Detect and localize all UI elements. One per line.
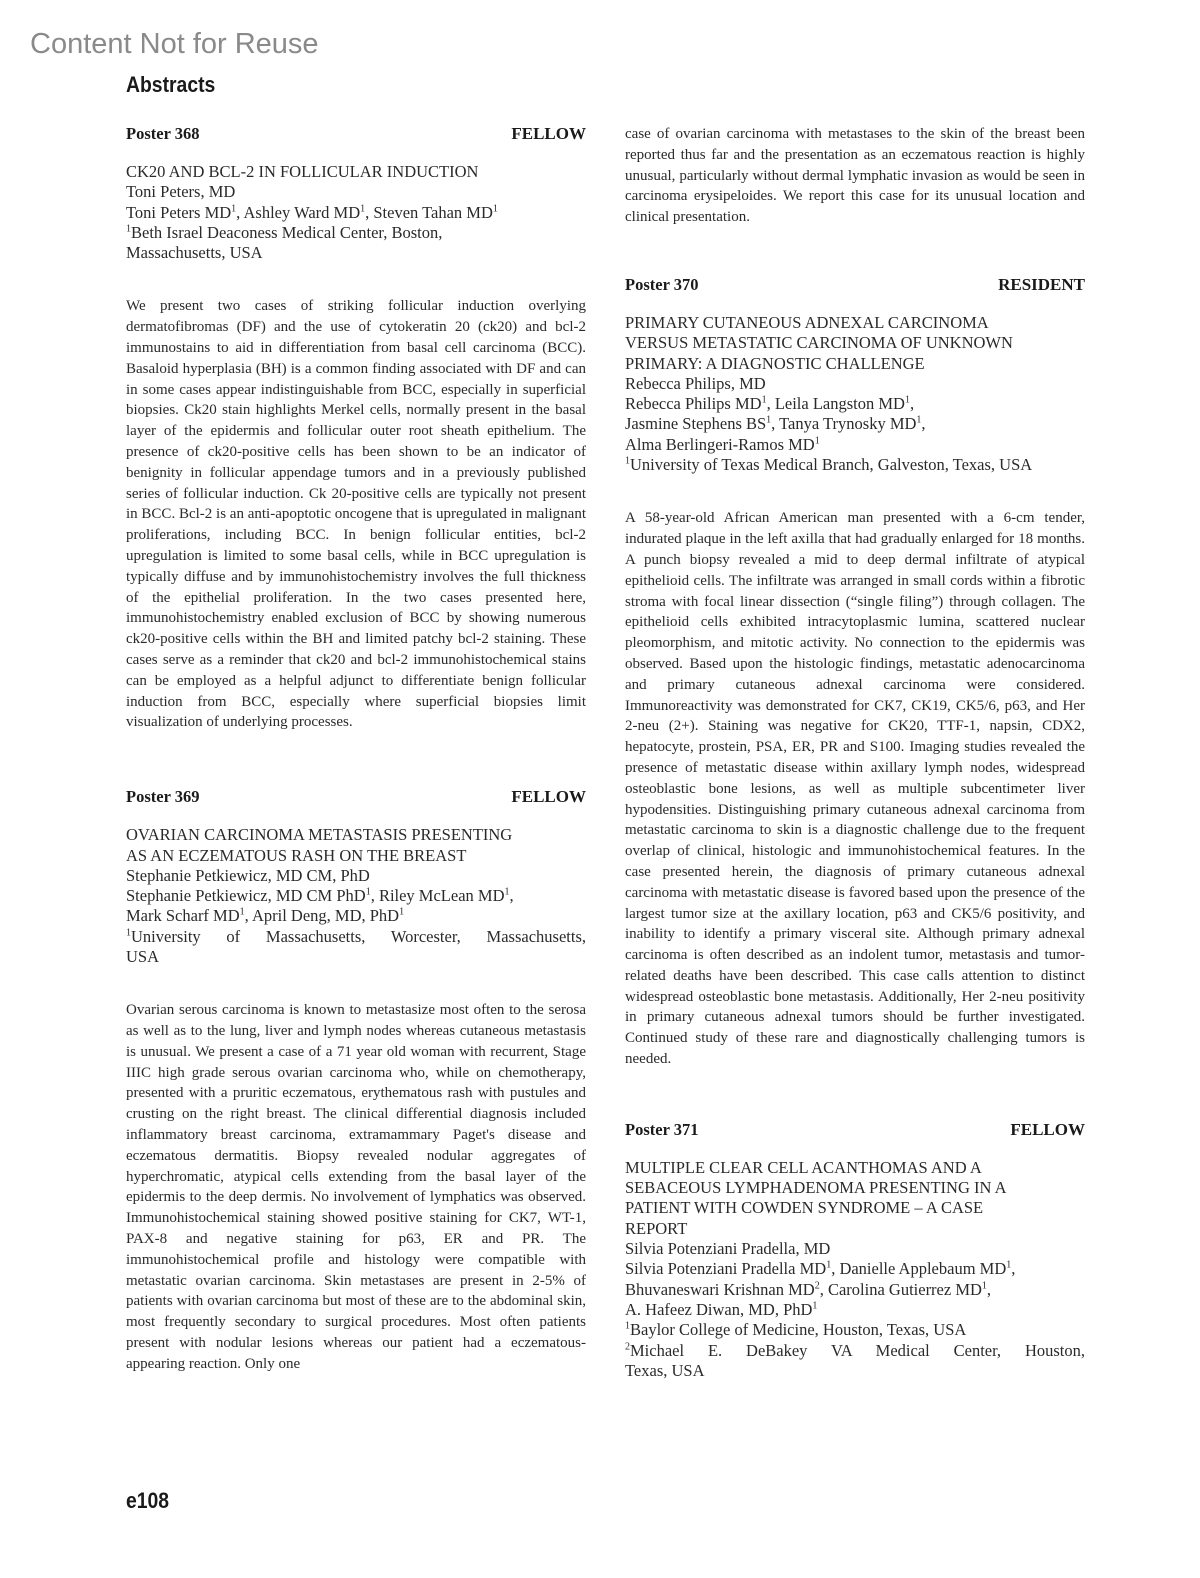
affiliation-marker: 1 — [766, 414, 772, 426]
affiliation-marker: 1 — [399, 906, 405, 918]
poster-title-line: REPORT — [625, 1218, 688, 1238]
affiliation-marker: 1 — [761, 394, 767, 406]
poster-title-line: OVARIAN CARCINOMA METASTASIS PRESENTING — [126, 825, 513, 845]
author-list — [126, 203, 586, 223]
author-name: Mark Scharf MD — [126, 906, 240, 926]
affiliation-marker: 1 — [826, 1259, 832, 1271]
poster-title-block — [126, 825, 586, 967]
poster-title-line: PRIMARY CUTANEOUS ADNEXAL CARCINOMA — [625, 312, 989, 332]
poster-title-line: PATIENT WITH COWDEN SYNDROME – A CASE — [625, 1198, 984, 1218]
affiliation-marker: 1 — [126, 223, 131, 235]
affiliation-cont: Texas, USA — [625, 1360, 705, 1380]
affiliation-marker: 1 — [981, 1280, 987, 1292]
poster-371 — [625, 1120, 1085, 1381]
affiliation-marker: 1 — [126, 927, 131, 939]
page-number: e108 — [126, 1488, 170, 1513]
poster-369 — [126, 787, 586, 1374]
poster-number: Poster 370 — [625, 274, 699, 294]
author-list — [126, 906, 586, 926]
affiliation-marker: 1 — [492, 203, 498, 215]
poster-title-block — [126, 162, 586, 263]
presenter: Silvia Potenziani Pradella, MD — [625, 1239, 831, 1259]
poster-number: Poster 371 — [625, 1119, 699, 1139]
author-list — [625, 435, 1085, 455]
author-name: Silvia Potenziani Pradella MD — [625, 1259, 827, 1279]
left-column — [126, 124, 586, 1375]
author-name: Steven Tahan MD — [373, 202, 493, 222]
affiliation-marker: 1 — [814, 435, 820, 447]
abstract-text: Ovarian serous carcinoma is known to metastasize most often to the serosa as well as to the lung, liver and lymph nodes whereas cutaneous metastasis is unusual. We present a case of a 71 year old woman with recurrent, Stage IIIC high grade serous ovarian carcinoma who, while on chemotherapy, presented with a pruritic eczematous, erythematous rash with pustules and crusting on the right breast. The clinical differential diagnosis included inflammatory breast carcinoma, extramammary Paget's disease and eczematous dermatitis. Biopsy revealed nodular aggregates of hyperchromatic, atypical cells extending from the basal layer of the epidermis to the deep dermis. No involvement of lymphatics was observed. Immunohistochemical staining showed positive staining for CK7, WT-1, PAX-8 and negative staining for p63, ER and PR. The immunohistochemical profile and histology were compatible with metastatic ovarian carcinoma. Skin metastases are present in 2-5% of patients with ovarian carcinoma but most of these are to the abdominal skin, most frequently secondary to surgical procedures. Most often patients present with nodular lesions whereas our patient had a eczematous-appearing reaction. Only one — [126, 1002, 586, 1372]
poster-title-line: MULTIPLE CLEAR CELL ACANTHOMAS AND A — [625, 1157, 982, 1177]
poster-category: FELLOW — [511, 124, 586, 143]
poster-title-block — [625, 1158, 1085, 1381]
author-list: Silvia Potenziani Pradella $MD^1$, Danielle Applebaum $MD^1$, — [625, 1259, 1016, 1279]
author-list: Stephanie Petkiewicz, MD CM PhD$^1$, Riley McLean $MD^1$, — [126, 886, 514, 906]
poster-title-block — [625, 313, 1085, 475]
author-list — [625, 1300, 1085, 1320]
poster-title-line: SEBACEOUS LYMPHADENOMA PRESENTING IN A — [625, 1178, 1007, 1198]
affiliation-text: Beth Israel Deaconess Medical Center, Boston, — [131, 222, 443, 242]
affiliation-marker: 1 — [365, 886, 371, 898]
affiliation-marker: 1 — [625, 1320, 630, 1332]
author-name: Stephanie Petkiewicz, MD CM PhD — [126, 886, 366, 906]
affiliation-marker: 1 — [1006, 1259, 1012, 1271]
affiliation — [126, 927, 586, 947]
poster-category: FELLOW — [511, 787, 586, 807]
affiliation-marker: 1 — [239, 906, 245, 918]
affiliation-marker: 1 — [812, 1300, 818, 1312]
affiliation-text: Michael E. DeBakey VA Medical Center, Houston, — [630, 1340, 1085, 1360]
poster-370 — [625, 275, 1085, 1070]
section-title: Abstracts — [126, 72, 216, 97]
watermark: Content Not for Reuse — [30, 28, 319, 60]
separator: , — [236, 202, 244, 222]
affiliation-text: Baylor College of Medicine, Houston, Texas, USA — [630, 1320, 967, 1340]
author-name: A. Hafeez Diwan, MD, PhD — [625, 1299, 813, 1319]
right-column — [625, 124, 1085, 1381]
author-list: Rebecca Philips $MD^1$, Leila Langston $MD^1$, — [625, 394, 915, 414]
author-name: , Tanya Trynosky MD — [771, 414, 917, 434]
poster-header — [126, 787, 586, 807]
author-list: Jasmine Stephens $BS^1$, Tanya Trynosky $MD^1$, — [625, 414, 926, 434]
presenter: Toni Peters, MD — [126, 182, 236, 202]
author-name: , Leila Langston MD — [766, 394, 905, 414]
affiliation-marker: 2 — [625, 1341, 630, 1353]
affiliation-marker: 1 — [504, 886, 510, 898]
separator: , — [365, 202, 374, 222]
affiliation-marker: 1 — [360, 203, 366, 215]
affiliation-marker: 2 — [814, 1280, 820, 1292]
affiliation-text: University of Massachusetts, Worcester, Massachusetts, — [131, 926, 586, 946]
poster-category: RESIDENT — [998, 274, 1085, 294]
poster-header — [126, 124, 586, 144]
affiliation — [625, 455, 1085, 475]
author-name: Rebecca Philips MD — [625, 394, 762, 414]
author-name: Jasmine Stephens BS — [625, 414, 767, 434]
poster-title-line: AS AN ECZEMATOUS RASH ON THE BREAST — [126, 845, 467, 865]
poster-header — [625, 275, 1085, 295]
author-list: Bhuvaneswari Krishnan $MD^2$, Carolina Gutierrez $MD^1$, — [625, 1279, 992, 1299]
affiliation — [625, 1341, 1085, 1361]
affiliation-marker: 1 — [904, 394, 910, 406]
affiliation-marker: 1 — [625, 455, 630, 467]
author-name: , Danielle Applebaum MD — [831, 1259, 1007, 1279]
affiliation-marker: 1 — [916, 414, 922, 426]
poster-title-line: VERSUS METASTATIC CARCINOMA OF UNKNOWN — [625, 333, 1013, 353]
author-name: , Carolina Gutierrez MD — [819, 1279, 982, 1299]
affiliation-cont: Massachusetts, USA — [126, 243, 263, 263]
affiliation-marker: 1 — [231, 203, 237, 215]
abstract-text: A 58-year-old African American man presented with a 6-cm tender, indurated plaque in the left axilla that had gradually enlarged for 18 months. A punch biopsy revealed a mid to deep dermal infiltrate of atypical epithelioid cells. The infiltrate was arranged in small cords within a fibrotic stroma with focal linear dissection (“single filing”) through collagen. The epithelioid cells exhibited intracytoplasmic lumina, scattered nuclear pleomorphism, and mitotic activity. No connection to the epidermis was observed. Based upon the histologic findings, metastatic adenocarcinoma and primary cutaneous adnexal carcinoma were considered. Immunoreactivity was demonstrated for CK7, CK19, CK5/6, p63, and Her 2-neu (2+). Staining was negative for CK20, TTF-1, napsin, CDX2, hepatocyte, prostein, PSA, ER, PR and S100. Imaging studies revealed the presence of metastatic disease within axillary lymph nodes, widespread osteoblastic bone lesions, as well as multiple subcentimeter liver hypodensities. Distinguishing primary cutaneous adnexal carcinoma from metastatic carcinoma to skin is a diagnostic challenge due to the frequent overlap of clinical, histologic and immunohistochemical features. In the case presented herein, the diagnosis of primary cutaneous adnexal carcinoma with metastatic disease is favored based upon the presence of the largest tumor size at the axillary location, p63 and CK5/6 positivity, and inability to identify a primary visceral site. Although primary adnexal carcinoma is often described as an indolent tumor, metastasis and tumor-related deaths have been described. This case calls attention to distinct widespread osteoblastic bone metastasis. Additionally, Her 2-neu positivity in primary cutaneous adnexal tumors should be further investigated. Continued study of these rare and diagnostically challenging tumors is needed. — [625, 510, 1085, 1068]
poster-number: Poster 369 — [126, 787, 200, 807]
abstract-continuation: case of ovarian carcinoma with metastases to the skin of the breast been reported thus far and the presentation as an eczematous reaction is highly unusual, particularly without dermal lymphatic invasion as would be seen in carcinoma erysipeloides. We report this case for its unusual location and clinical presentation. — [625, 126, 1085, 226]
author-name: , April Deng, MD, PhD — [244, 906, 400, 926]
abstract-text: We present two cases of striking follicular induction overlying dermatofibromas (DF) and the use of cytokeratin 20 (ck20) and bcl-2 immunostains to aid in differentiation from basal cell carcinoma (BCC). Basaloid hyperplasia (BH) is a common finding associated with DF and can in some cases appear indistinguishable from BCC, especially in superficial biopsies. Ck20 stain highlights Merkel cells, normally present in the basal layer of the epidermis and follicular outer root sheath epithelium. The presence of ck20-positive cells has been shown to be an indicator of benignity in follicular appendage tumors and in a previously published series of follicular induction. Ck 20-positive cells are typically not present in BCC. Bcl-2 is an anti-apoptotic oncogene that is upregulated in malignant proliferations, including BCC. In benign follicular entities, bcl-2 upregulation is limited to some basal cells, while in BCC upregulation is typically diffuse and by immunohistochemistry involves the full thickness of the epithelial proliferation. In the two cases presented here, immunohistochemistry enabled exclusion of BCC by showing numerous ck20-positive cells within the BH and limited patchy bcl-2 staining. These cases serve as a reminder that ck20 and bcl-2 immunohistochemical stains can be employed as a helpful adjunct to differentiate benign follicular induction from BCC, especially where superficial biopsies limit visualization of underlying processes. — [126, 298, 586, 731]
author-name: Toni Peters MD — [126, 202, 232, 222]
affiliation-text: University of Texas Medical Branch, Galveston, Texas, USA — [630, 455, 1033, 475]
affiliation-cont: USA — [126, 947, 160, 966]
author-name: Bhuvaneswari Krishnan MD — [625, 1279, 815, 1299]
poster-category: FELLOW — [1010, 1119, 1085, 1139]
affiliation — [126, 223, 586, 243]
poster-header — [625, 1120, 1085, 1140]
author-name: Alma Berlingeri-Ramos MD — [625, 434, 815, 454]
poster-title-line: PRIMARY: A DIAGNOSTIC CHALLENGE — [625, 353, 925, 373]
presenter: Rebecca Philips, MD — [625, 373, 766, 393]
poster-number: Poster 368 — [126, 124, 200, 143]
author-name: , Riley McLean MD — [370, 886, 505, 906]
poster-368 — [126, 124, 586, 733]
presenter: Stephanie Petkiewicz, MD CM, PhD — [126, 865, 370, 885]
author-name: Ashley Ward MD — [243, 202, 361, 222]
poster-title: CK20 AND BCL-2 IN FOLLICULAR INDUCTION — [126, 162, 479, 181]
affiliation — [625, 1320, 1085, 1340]
